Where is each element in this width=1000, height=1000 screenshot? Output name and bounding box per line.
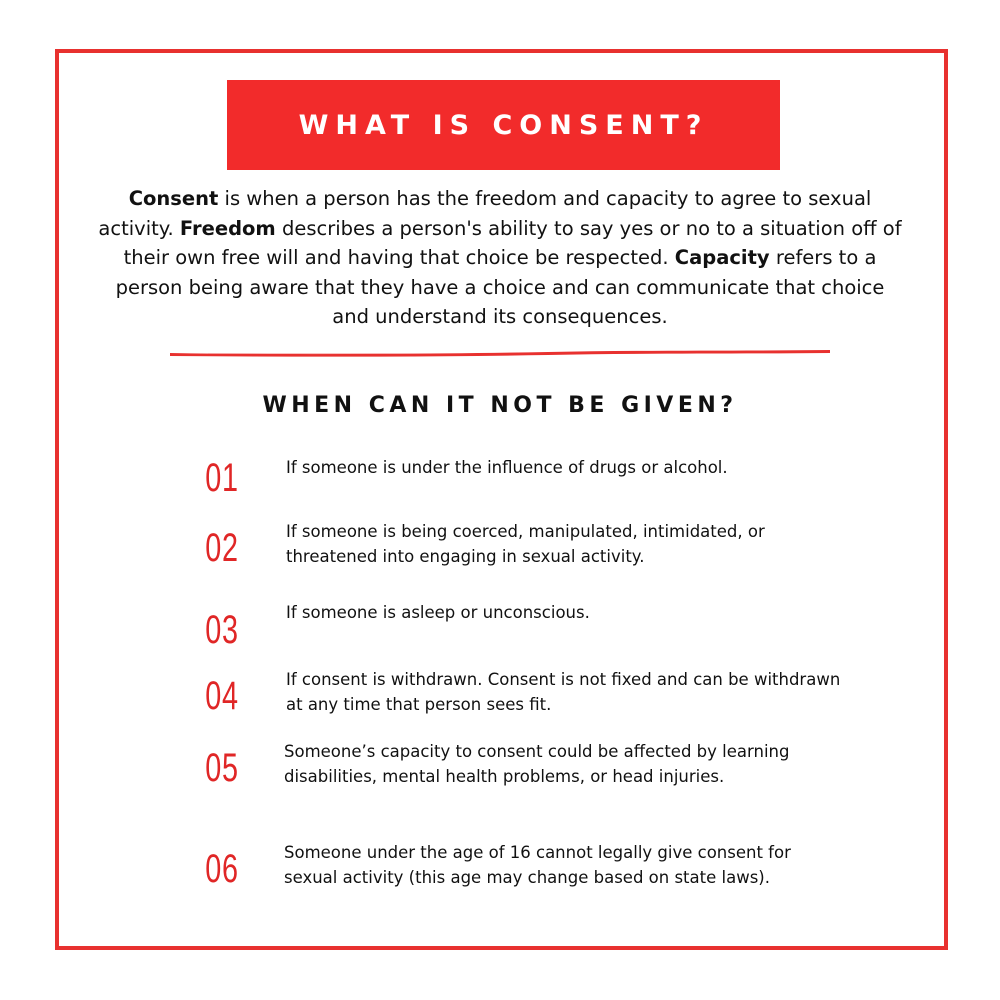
item-text: If someone is being coerced, manipulated, intimidated, or threatened into engaging in sexual activity. [286,522,765,566]
item-number: 02 [205,526,239,570]
term-capacity: Capacity [674,246,770,269]
item-text: If someone is asleep or unconscious. [286,603,590,622]
item-text: Someone’s capacity to consent could be affected by learning disabilities, mental health problems, or head injuries. [284,742,790,786]
page-title: WHAT IS CONSENT? [298,109,709,141]
item-number: 03 [205,608,239,652]
item-number: 05 [205,746,239,790]
item-text: If consent is withdrawn. Consent is not fixed and can be withdrawn at any time that person sees fit. [286,670,841,714]
item-text: Someone under the age of 16 cannot legally give consent for sexual activity (this age may change based on state laws). [284,843,791,887]
brush-divider [168,345,832,359]
term-freedom: Freedom [179,216,276,240]
item-text: If someone is under the influence of drugs or alcohol. [286,458,728,477]
item-number: 04 [205,674,239,718]
intro-text-3: refers to a person being aware that they have a choice and can communicate that choice and understand its consequences. [115,246,885,328]
intro-paragraph [95,184,905,332]
intro-text-1: is when a person has the freedom and capacity to agree to sexual activity. [98,187,872,240]
intro-text-2: describes a person's ability to say yes or no to a situation off of their own free will and having that choice be respected. [123,216,902,269]
item-number: 06 [205,847,239,891]
item-number: 01 [205,456,239,500]
title-banner [227,80,780,170]
term-consent: Consent [128,187,219,210]
section-heading: WHEN CAN IT NOT BE GIVEN? [262,393,738,418]
